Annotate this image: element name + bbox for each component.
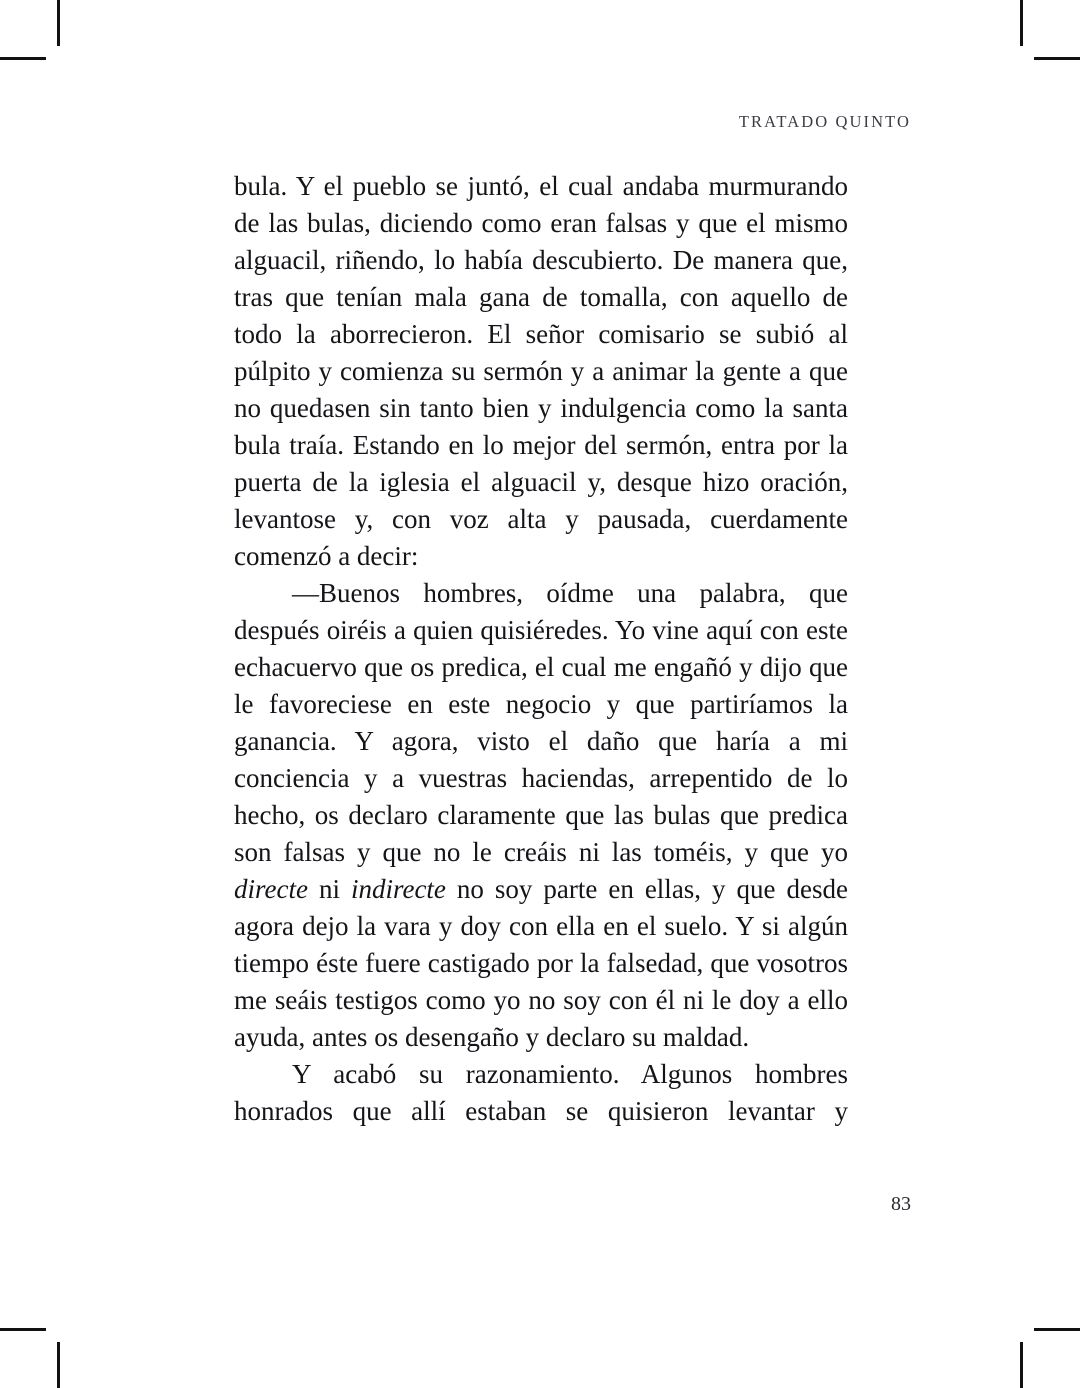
page-body	[234, 0, 911, 1388]
crop-mark-top-left-vertical	[57, 0, 60, 46]
paragraph-2	[234, 575, 848, 1056]
paragraph-2-text-part-1: —Buenos hombres, oídme una palabra, que después oiréis a quien quisiéredes. Yo vine aquí con este echacuervo que os predica, el cual me engañó y dijo que le favoreciese en este negocio y que partiríamos la ganancia. Y agora, visto el daño que haría a mi conciencia y a vuestras haciendas, arrepentido de lo hecho, os declaro claramente que las bulas que predica son falsas y que no le creáis ni las toméis, y que yo	[234, 578, 848, 867]
page-number: 83	[891, 1193, 911, 1215]
crop-mark-top-right-horizontal	[1034, 57, 1080, 60]
crop-mark-bottom-left-horizontal	[0, 1328, 46, 1331]
paragraph-1	[234, 168, 848, 575]
paragraph-1-text: bula. Y el pueblo se juntó, el cual andaba murmurando de las bulas, diciendo como eran falsas y que el mismo alguacil, riñendo, lo había descubierto. De manera que, tras que tenían mala gana de tomalla, con aquello de todo la aborrecieron. El señor comisario se subió al púlpito y comienza su sermón y a animar la gente a que no quedasen sin tanto bien y indulgencia como la santa bula traía. Estando en lo mejor del sermón, entra por la puerta de la iglesia el alguacil y, desque hizo oración, levantose y, con voz alta y pausada, cuerdamente comenzó a decir:	[234, 171, 848, 571]
paragraph-2-italic-directe: directe	[234, 874, 308, 904]
paragraph-3-text: Y acabó su razonamiento. Algunos hombres honrados que allí estaban se quisieron levantar y	[234, 1059, 848, 1126]
crop-mark-bottom-left-vertical	[57, 1342, 60, 1388]
paragraph-3	[234, 1056, 848, 1167]
crop-mark-top-left-horizontal	[0, 57, 46, 60]
crop-mark-bottom-right-horizontal	[1034, 1328, 1080, 1331]
paragraph-2-text-part-2: ni	[307, 874, 351, 904]
crop-mark-bottom-right-vertical	[1020, 1342, 1023, 1388]
crop-mark-top-right-vertical	[1020, 0, 1023, 46]
paragraph-2-italic-indirecte: indirecte	[350, 874, 446, 904]
paragraph-2-text-part-3: no soy parte en ellas, y que desde agora dejo la vara y doy con ella en el suelo. Y si algún tiempo éste fuere castigado por la falsedad, que vosotros me seáis testigos como yo no soy con él ni le doy a ello ayuda, antes os desengaño y declaro su maldad.	[234, 874, 848, 1052]
running-head: TRATADO QUINTO	[738, 112, 911, 131]
body-text	[234, 168, 848, 1167]
